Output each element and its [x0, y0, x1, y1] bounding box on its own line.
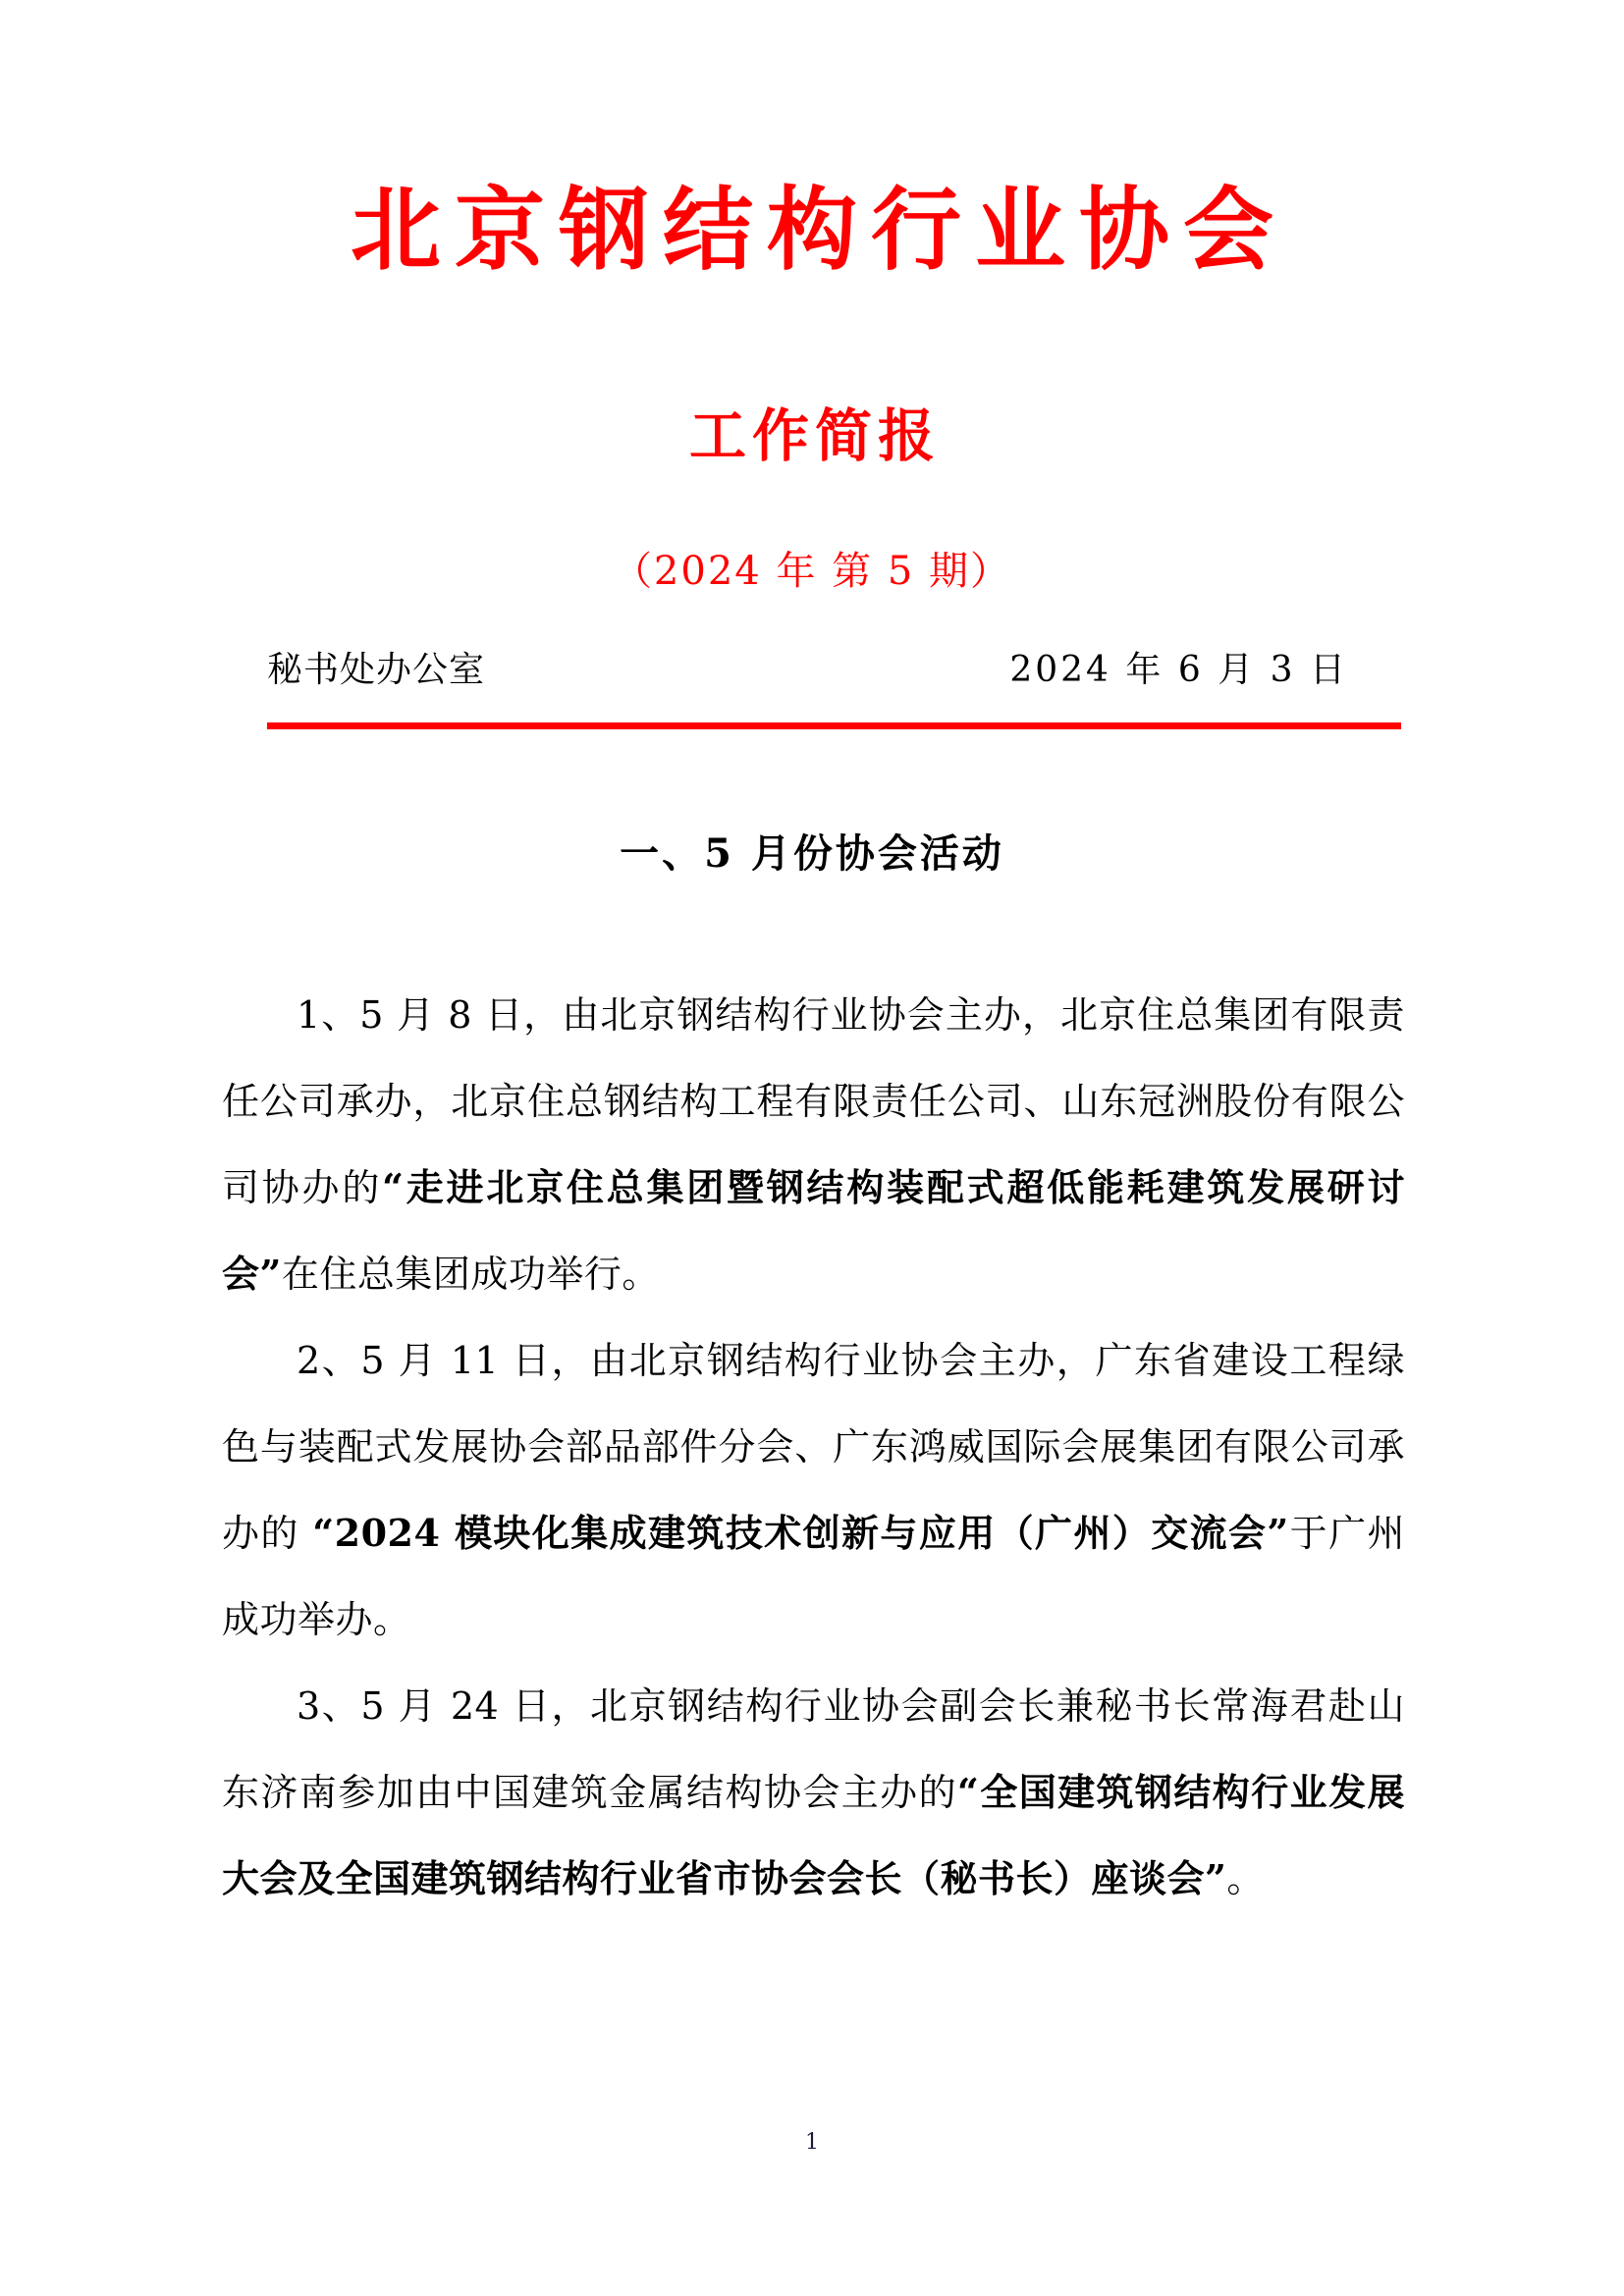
body-content: [222, 972, 1405, 1922]
paragraph-1-quote: “走进北京住总集团暨钢结构装配式超低能耗建筑发展研讨会”: [222, 1165, 1405, 1296]
paragraph-item-1: [222, 972, 1405, 1317]
organization-title: 北京钢结构行业协会: [350, 177, 1287, 283]
issue-date: 2024 年 6 月 3 日: [1009, 650, 1348, 690]
paragraph-3-lead: 3、5 月 24 日，北京钢结构行业协会副会长兼秘书长常海君赴山东济南参加由中国建筑金属结构协会主办的: [222, 1684, 1405, 1814]
page-number: 1: [805, 2130, 819, 2155]
meta-row: [267, 648, 1401, 703]
paragraph-2-tail: 于广州成功举办。: [222, 1512, 1405, 1641]
paragraph-1-tail: 在住总集团成功举行。: [281, 1253, 660, 1296]
paragraph-2-lead: 2、5 月 11 日，由北京钢结构行业协会主办，广东省建设工程绿色与装配式发展协会部品部件分会、广东鸿威国际会展集团有限公司承办的: [222, 1339, 1405, 1555]
red-divider-rule: [267, 722, 1401, 729]
paragraph-1-lead: 1、5 月 8 日，由北京钢结构行业协会主办，北京住总集团有限责任公司承办，北京住总钢结构工程有限责任公司、山东冠洲股份有限公司协办的: [222, 993, 1405, 1209]
paragraph-item-2: [222, 1317, 1405, 1663]
paragraph-item-3: [222, 1663, 1405, 1922]
paragraph-3-tail: 。: [1226, 1857, 1265, 1900]
issue-number: （2024 年 第 5 期）: [612, 549, 1012, 594]
masthead: [0, 177, 1624, 283]
paragraph-2-quote: “2024 模块化集成建筑技术创新与应用（广州）交流会”: [312, 1511, 1289, 1555]
issuing-office: 秘书处办公室: [267, 650, 486, 690]
section-heading: 一、5 月份协会活动: [620, 830, 1004, 877]
paragraph-3-quote: “全国建筑钢结构行业发展大会及全国建筑钢结构行业省市协会会长（秘书长）座谈会”: [222, 1770, 1405, 1900]
bulletin-subtitle: 工作简报: [688, 402, 941, 469]
